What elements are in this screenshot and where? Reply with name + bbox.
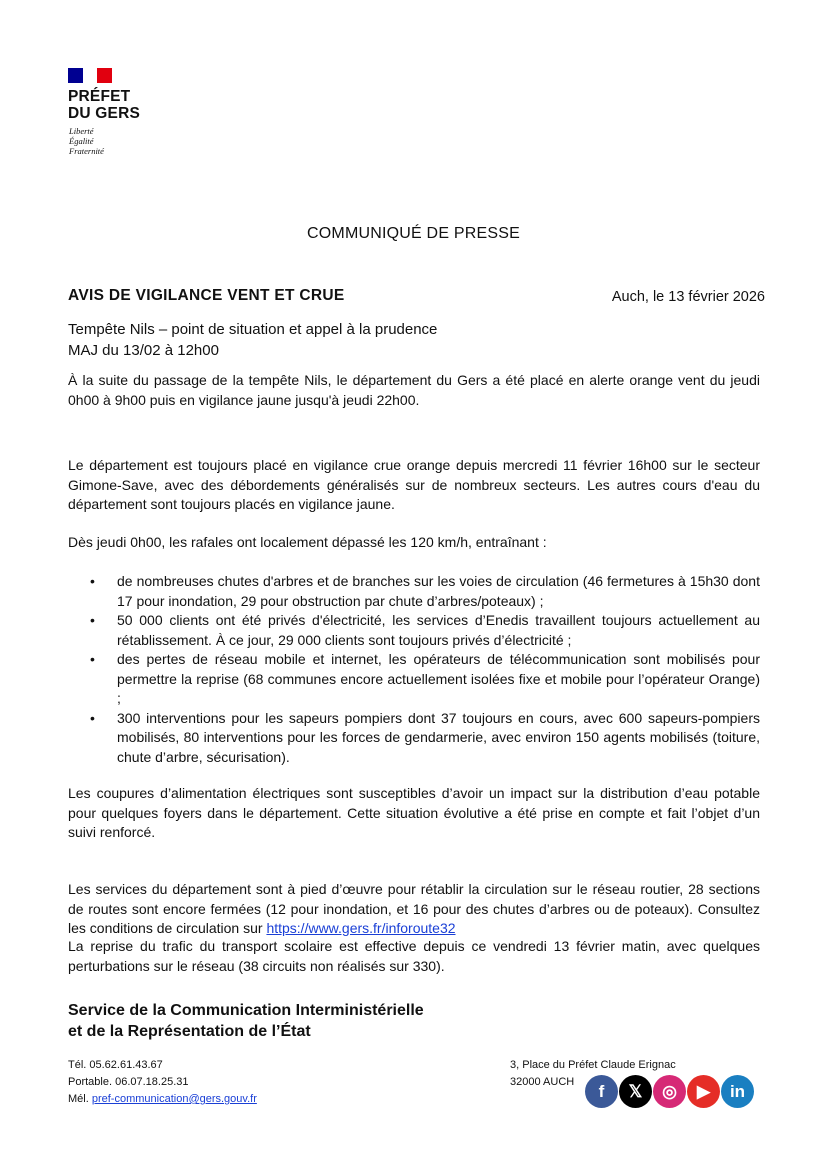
paragraph: À la suite du passage de la tempête Nils, le département du Gers a été placé en alerte orange vent du jeudi 0h00 à 9h00 puis en vigilance jaune jusqu'à jeudi 22h00. bbox=[68, 372, 760, 408]
facebook-icon[interactable]: f bbox=[585, 1075, 618, 1108]
list-item-text: de nombreuses chutes d'arbres et de branches sur les voies de circulation (46 fermetures à 15h30 dont 17 pour inondation, 29 pour obstruction par chute d’arbres/poteaux) ; bbox=[117, 573, 760, 609]
motto-line: Fraternité bbox=[69, 146, 104, 156]
motto-line: Égalité bbox=[69, 136, 94, 146]
headline: AVIS DE VIGILANCE VENT ET CRUE bbox=[68, 287, 345, 304]
bullet: • bbox=[90, 709, 95, 726]
paragraph bbox=[68, 880, 760, 939]
inforoute-link[interactable]: https://www.gers.fr/inforoute32 bbox=[266, 920, 456, 936]
address-line: 3, Place du Préfet Claude Erignac bbox=[510, 1059, 676, 1071]
paragraph: La reprise du trafic du transport scolaire est effective depuis ce vendredi 13 février matin, avec quelques perturbations sur le réseau (38 circuits non réalisés sur 330). bbox=[68, 938, 760, 974]
youtube-icon[interactable]: ▶ bbox=[687, 1075, 720, 1108]
bullet: • bbox=[90, 573, 95, 589]
date: Auch, le 13 février 2026 bbox=[611, 289, 765, 305]
list-item bbox=[68, 709, 760, 768]
bullet: • bbox=[90, 612, 95, 628]
prefecture-brand bbox=[68, 88, 140, 122]
update-time: MAJ du 13/02 à 12h00 bbox=[68, 342, 219, 359]
service-line: Service de la Communication Interministérielle bbox=[68, 1002, 424, 1019]
contact-block bbox=[68, 1057, 257, 1108]
brand-line: PRÉFET bbox=[68, 88, 131, 105]
service-name bbox=[68, 1000, 424, 1042]
bullet: • bbox=[90, 651, 95, 667]
service-line: et de la Représentation de l’État bbox=[68, 1023, 311, 1040]
address-line: 32000 AUCH bbox=[510, 1076, 575, 1088]
instagram-icon[interactable]: ◎ bbox=[653, 1075, 686, 1108]
email-line bbox=[68, 1091, 257, 1108]
paragraph-text: Les services du département sont à pied d’œuvre pour rétablir la circulation sur le réseau routier, 28 sections de routes sont encore fermées (12 pour inondation, et 16 pour des chutes d’arbres ou de poteaux). Consultez les conditions de circulation sur bbox=[68, 881, 760, 936]
paragraph: Dès jeudi 0h00, les rafales ont localement dépassé les 120 km/h, entraînant : bbox=[68, 534, 547, 550]
list-item bbox=[68, 572, 760, 611]
impact-list bbox=[68, 572, 760, 767]
list-item-text: des pertes de réseau mobile et internet, les opérateurs de télécommunication sont mobilisés pour permettre la reprise (68 communes encore actuellement isolées fixe et mobile pour l’opérateur Orange) ; bbox=[117, 651, 760, 706]
list-item-text: 300 interventions pour les sapeurs pompiers dont 37 toujours en cours, avec 600 sapeurs-pompiers mobilisés, 80 interventions pour les forces de gendarmerie, avec environ 150 agents mobilisés (toiture, chute d’arbre, sécurisation). bbox=[117, 709, 760, 765]
subtitle-block bbox=[68, 319, 437, 361]
mobile-phone: Portable. 06.07.18.25.31 bbox=[68, 1076, 189, 1088]
email-link[interactable]: pref-communication@gers.gouv.fr bbox=[91, 1093, 257, 1105]
paragraph: Les coupures d’alimentation électriques sont susceptibles d’avoir un impact sur la distribution d’eau potable pour quelques foyers dans le département. Cette situation évolutive a été prise en compte et fait l’objet d’un suivi renforcé. bbox=[68, 785, 760, 840]
paragraph: Le département est toujours placé en vigilance crue orange depuis mercredi 11 février 16h00 sur le secteur Gimone-Save, avec des débordements généralisés sur de nombreux secteurs. Les autres cours d'eau du département sont toujours placés en vigilance jaune. bbox=[68, 457, 760, 512]
phone: Tél. 05.62.61.43.67 bbox=[68, 1059, 163, 1071]
linkedin-icon[interactable]: in bbox=[721, 1075, 754, 1108]
email-label: Mél. bbox=[68, 1093, 92, 1105]
list-item-text: 50 000 clients ont été privés d'électricité, les services d’Enedis travaillent toujours actuellement au rétablissement. À ce jour, 29 000 clients sont toujours privés d’électricité ; bbox=[117, 612, 760, 648]
list-item bbox=[68, 611, 760, 650]
subtitle: Tempête Nils – point de situation et appel à la prudence bbox=[68, 321, 438, 338]
motto-line: Liberté bbox=[69, 126, 94, 136]
social-links bbox=[585, 1075, 754, 1108]
document-type: COMMUNIQUÉ DE PRESSE bbox=[307, 225, 520, 242]
marianne-flag-logo bbox=[68, 68, 112, 83]
brand-line: DU GERS bbox=[68, 105, 141, 122]
republic-motto bbox=[69, 126, 104, 156]
x-icon[interactable]: 𝕏 bbox=[619, 1075, 652, 1108]
list-item bbox=[68, 650, 760, 709]
